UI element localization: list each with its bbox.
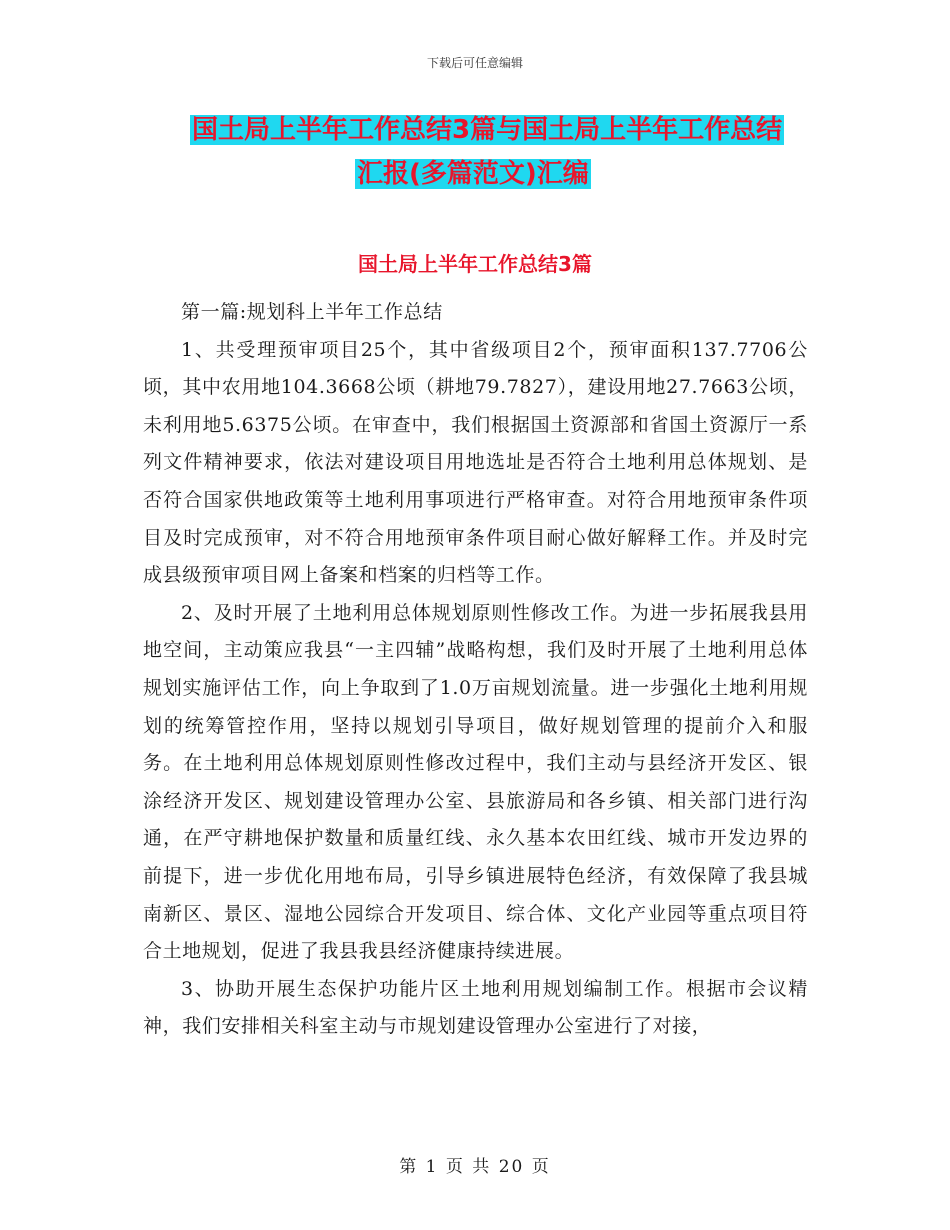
paragraph-2: 2、及时开展了土地利用总体规划原则性修改工作。为进一步拓展我县用地空间，主动策应我县“一主四辅”战略构想，我们及时开展了土地利用总体规划实施评估工作，向上争取到了1.0万亩规划流量。进一步强化土地利用规划的统筹管控作用，坚持以规划引导项目，做好规划管理的提前介入和服务。在土地利用总体规划原则性修改过程中，我们主动与县经济开发区、银涂经济开发区、规划建设管理办公室、县旅游局和各乡镇、相关部门进行沟通，在严守耕地保护数量和质量红线、永久基本农田红线、城市开发边界的前提下，进一步优化用地布局，引导乡镇进展特色经济，有效保障了我县城南新区、景区、湿地公园综合开发项目、综合体、文化产业园等重点项目符合土地规划，促进了我县我县经济健康持续进展。 bbox=[143, 601, 808, 963]
document-title-line-2 bbox=[355, 156, 950, 192]
subsection-heading: 第一篇:规划科上半年工作总结 bbox=[181, 301, 443, 323]
page-footer: 第 1 页 共 20 页 bbox=[399, 1157, 551, 1177]
paragraph-1: 1、共受理预审项目25个，其中省级项目2个，预审面积137.7706公顷，其中农用地104.3668公顷（耕地79.7827），建设用地27.7663公顷，未利用地5.6375公顷。在审查中，我们根据国土资源部和省国土资源厅一系列文件精神要求，依法对建设项目用地选址是否符合土地利用总体规划、是否符合国家供地政策等土地利用事项进行严格审查。对符合用地预审条件项目及时完成预审，对不符合用地预审条件项目耐心做好解释工作。并及时完成县级预审项目网上备案和档案的归档等工作。 bbox=[143, 338, 808, 587]
section-title: 国土局上半年工作总结3篇 bbox=[358, 252, 592, 276]
document-title-line-1 bbox=[190, 112, 810, 148]
document-body bbox=[143, 294, 808, 1046]
header-note: 下载后可任意编辑 bbox=[426, 56, 523, 70]
paragraph-3: 3、协助开展生态保护功能片区土地利用规划编制工作。根据市会议精神，我们安排相关科室主动与市规划建设管理办公室进行了对接， bbox=[143, 977, 808, 1038]
title-highlight-2: 汇报(多篇范文)汇编 bbox=[357, 159, 589, 189]
title-highlight-1: 国土局上半年工作总结3篇与国土局上半年工作总结 bbox=[192, 115, 783, 145]
